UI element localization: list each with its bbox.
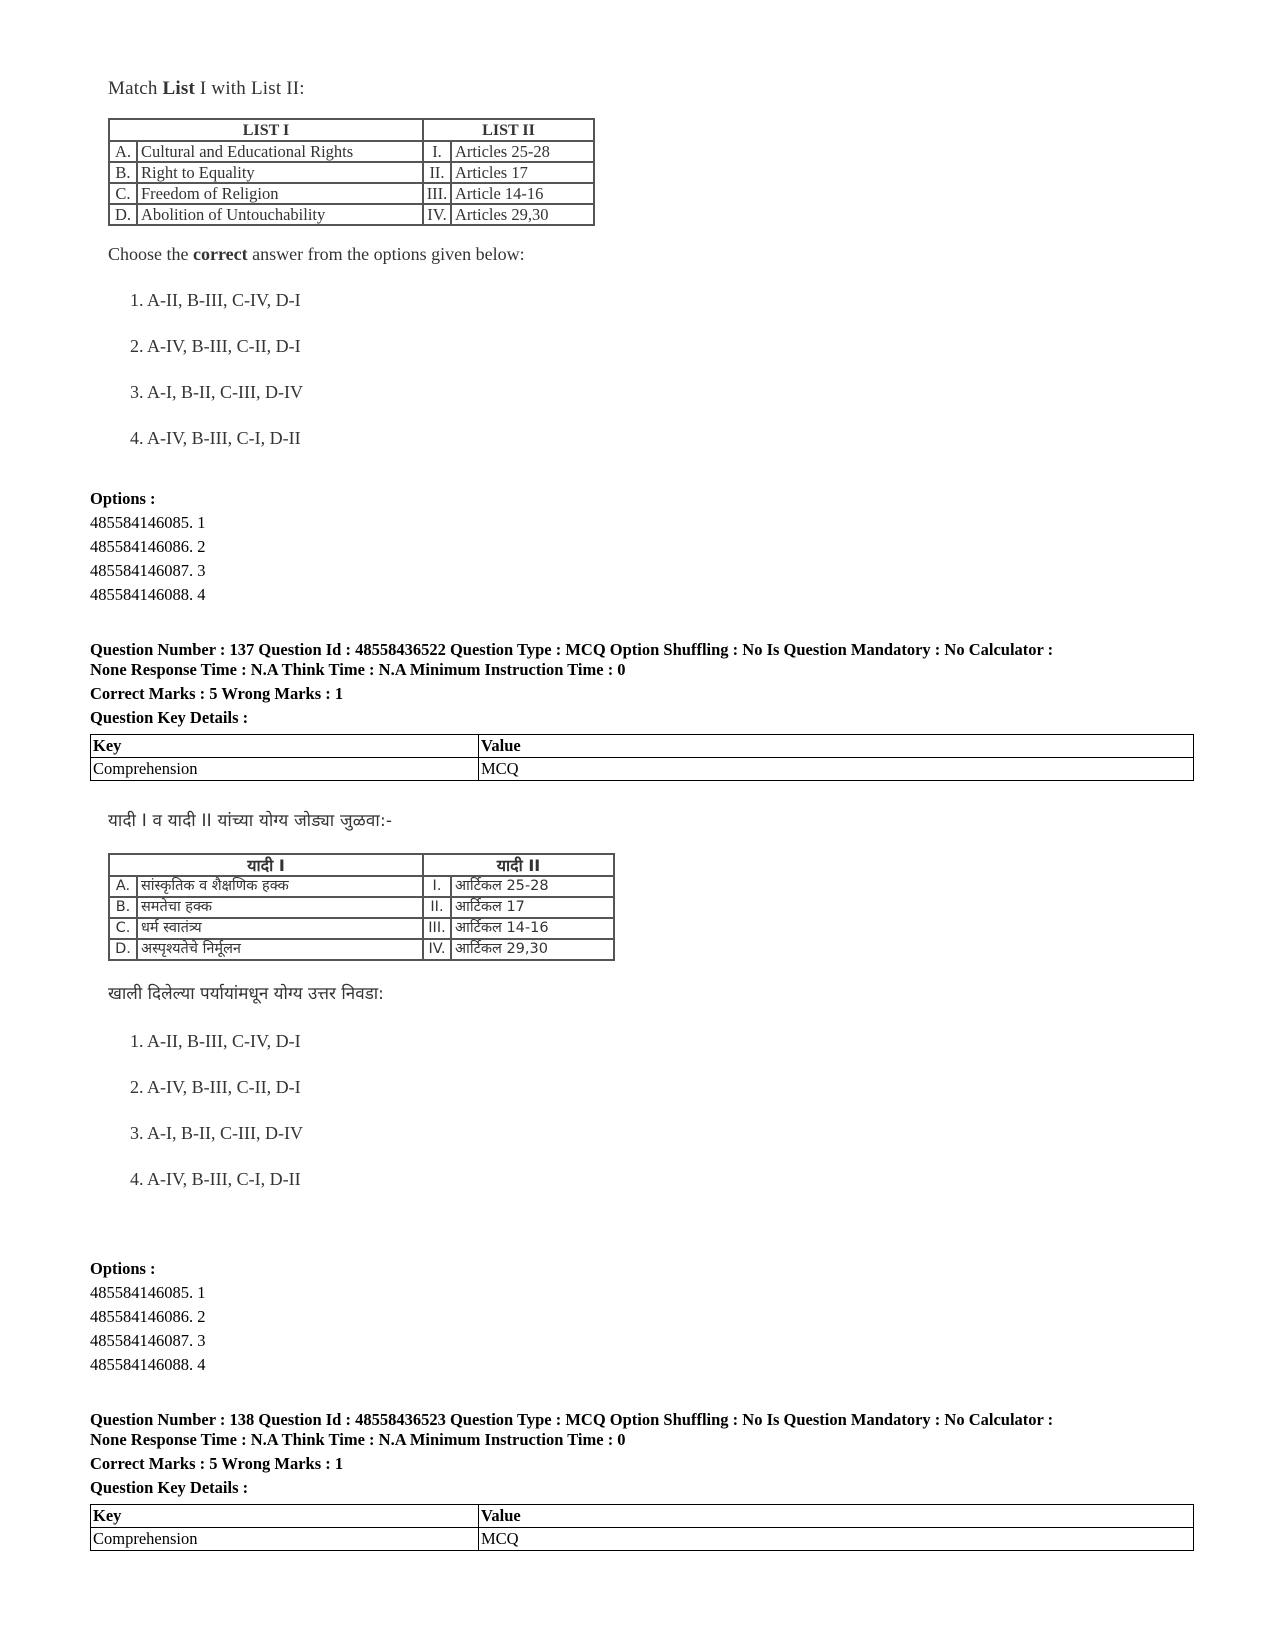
option-item: 485584146087. 3 — [90, 1331, 206, 1350]
key-header: Key — [91, 735, 479, 758]
answer-choice: 4. A-IV, B-III, C-I, D-II — [130, 428, 301, 448]
answer-choices — [130, 1018, 615, 1202]
row-numeral: II. — [423, 162, 451, 183]
row-list-i: सांस्कृतिक व शैक्षणिक हक्क — [137, 876, 423, 897]
row-numeral: IV. — [423, 204, 451, 225]
options-label: Options : — [90, 489, 156, 508]
key-cell: Comprehension — [91, 1528, 479, 1551]
question-image-marathi — [108, 808, 615, 1202]
row-letter: A. — [109, 876, 137, 897]
row-numeral: III. — [423, 183, 451, 204]
row-list-i: Cultural and Educational Rights — [137, 141, 423, 162]
list-ii-header: यादी II — [423, 854, 614, 876]
table-row — [109, 204, 594, 225]
row-list-i: Freedom of Religion — [137, 183, 423, 204]
key-value-table — [90, 734, 1194, 781]
answer-choices — [130, 277, 595, 461]
match-list-header — [109, 119, 594, 141]
meta-line: Question Number : 138 Question Id : 48558436523 Question Type : MCQ Option Shuffling : No Is Question Mandatory : No Calculator : — [90, 1410, 1054, 1429]
answer-choice: 2. A-IV, B-III, C-II, D-I — [130, 336, 301, 356]
value-header: Value — [479, 1505, 1194, 1528]
row-numeral: IV. — [423, 939, 451, 960]
answer-choice: 2. A-IV, B-III, C-II, D-I — [130, 1077, 301, 1097]
answer-choice: 1. A-II, B-III, C-IV, D-I — [130, 1031, 301, 1051]
value-header: Value — [479, 735, 1194, 758]
row-letter: A. — [109, 141, 137, 162]
key-details-label: Question Key Details : — [90, 1478, 249, 1497]
table-row — [109, 162, 594, 183]
key-header: Key — [91, 1505, 479, 1528]
question-heading — [108, 78, 595, 100]
option-item: 485584146088. 4 — [90, 585, 206, 604]
row-list-i: Right to Equality — [137, 162, 423, 183]
row-list-i: अस्पृश्यतेचे निर्मूलन — [137, 939, 423, 960]
option-item: 485584146088. 4 — [90, 1355, 206, 1374]
row-list-i: समतेचा हक्क — [137, 897, 423, 918]
list-ii-header: LIST II — [423, 119, 594, 141]
answer-choice: 1. A-II, B-III, C-IV, D-I — [130, 290, 301, 310]
choose-instruction — [108, 244, 595, 265]
option-item: 485584146087. 3 — [90, 561, 206, 580]
table-row — [91, 735, 1194, 758]
answer-choice: 4. A-IV, B-III, C-I, D-II — [130, 1169, 301, 1189]
option-item: 485584146085. 1 — [90, 1283, 206, 1302]
value-cell: MCQ — [479, 758, 1194, 781]
question-meta-138 — [90, 1410, 1200, 1498]
question-meta-137 — [90, 640, 1200, 728]
row-letter: C. — [109, 183, 137, 204]
choose-instruction: खाली दिलेल्या पर्यायांमधून योग्य उत्तर निवडा: — [108, 984, 384, 1004]
row-list-ii: Articles 17 — [451, 162, 594, 183]
heading-text: I with List II: — [194, 78, 305, 99]
row-list-ii: आर्टिकल 17 — [451, 897, 614, 918]
table-row — [109, 141, 594, 162]
match-list-table — [108, 118, 595, 226]
row-list-ii: आर्टिकल 25-28 — [451, 876, 614, 897]
options-section — [90, 487, 206, 607]
meta-line: Question Number : 137 Question Id : 48558436522 Question Type : MCQ Option Shuffling : No Is Question Mandatory : No Calculator : — [90, 640, 1054, 659]
table-row — [109, 183, 594, 204]
meta-line: None Response Time : N.A Think Time : N.A Minimum Instruction Time : 0 — [90, 1430, 626, 1449]
row-numeral: I. — [423, 876, 451, 897]
table-row — [109, 918, 614, 939]
marks-line: Correct Marks : 5 Wrong Marks : 1 — [90, 1454, 344, 1473]
list-i-header: LIST I — [109, 119, 423, 141]
match-list-table — [108, 853, 615, 961]
match-list-header — [109, 854, 614, 876]
heading-text: Match — [108, 78, 163, 99]
value-cell: MCQ — [479, 1528, 1194, 1551]
marks-line: Correct Marks : 5 Wrong Marks : 1 — [90, 684, 344, 703]
meta-line: None Response Time : N.A Think Time : N.A Minimum Instruction Time : 0 — [90, 660, 626, 679]
row-list-ii: Articles 29,30 — [451, 204, 594, 225]
key-value-table — [90, 1504, 1194, 1551]
list-i-header: यादी I — [109, 854, 423, 876]
row-letter: D. — [109, 204, 137, 225]
row-letter: B. — [109, 162, 137, 183]
row-list-i: Abolition of Untouchability — [137, 204, 423, 225]
row-list-ii: Articles 25-28 — [451, 141, 594, 162]
row-list-ii: आर्टिकल 29,30 — [451, 939, 614, 960]
option-item: 485584146085. 1 — [90, 513, 206, 532]
heading-bold-text: List — [162, 78, 195, 99]
answer-choice: 3. A-I, B-II, C-III, D-IV — [130, 1123, 303, 1143]
choose-text: Choose the — [108, 244, 193, 264]
answer-choice: 3. A-I, B-II, C-III, D-IV — [130, 382, 303, 402]
choose-text: answer from the options given below: — [247, 244, 525, 264]
table-row — [91, 1528, 1194, 1551]
row-list-i: धर्म स्वातंत्र्य — [137, 918, 423, 939]
question-heading: यादी I व यादी II यांच्या योग्य जोड्या जुळवा:- — [108, 811, 393, 831]
row-letter: C. — [109, 918, 137, 939]
key-cell: Comprehension — [91, 758, 479, 781]
row-list-ii: आर्टिकल 14-16 — [451, 918, 614, 939]
options-label: Options : — [90, 1259, 156, 1278]
table-row — [109, 939, 614, 960]
row-numeral: II. — [423, 897, 451, 918]
choose-bold-text: correct — [193, 244, 248, 264]
row-numeral: I. — [423, 141, 451, 162]
option-item: 485584146086. 2 — [90, 537, 206, 556]
row-letter: B. — [109, 897, 137, 918]
table-row — [109, 876, 614, 897]
row-list-ii: Article 14-16 — [451, 183, 594, 204]
row-letter: D. — [109, 939, 137, 960]
key-details-label: Question Key Details : — [90, 708, 249, 727]
table-row — [91, 758, 1194, 781]
question-image-english — [108, 78, 595, 461]
options-section — [90, 1257, 206, 1377]
table-row — [91, 1505, 1194, 1528]
table-row — [109, 897, 614, 918]
row-numeral: III. — [423, 918, 451, 939]
option-item: 485584146086. 2 — [90, 1307, 206, 1326]
